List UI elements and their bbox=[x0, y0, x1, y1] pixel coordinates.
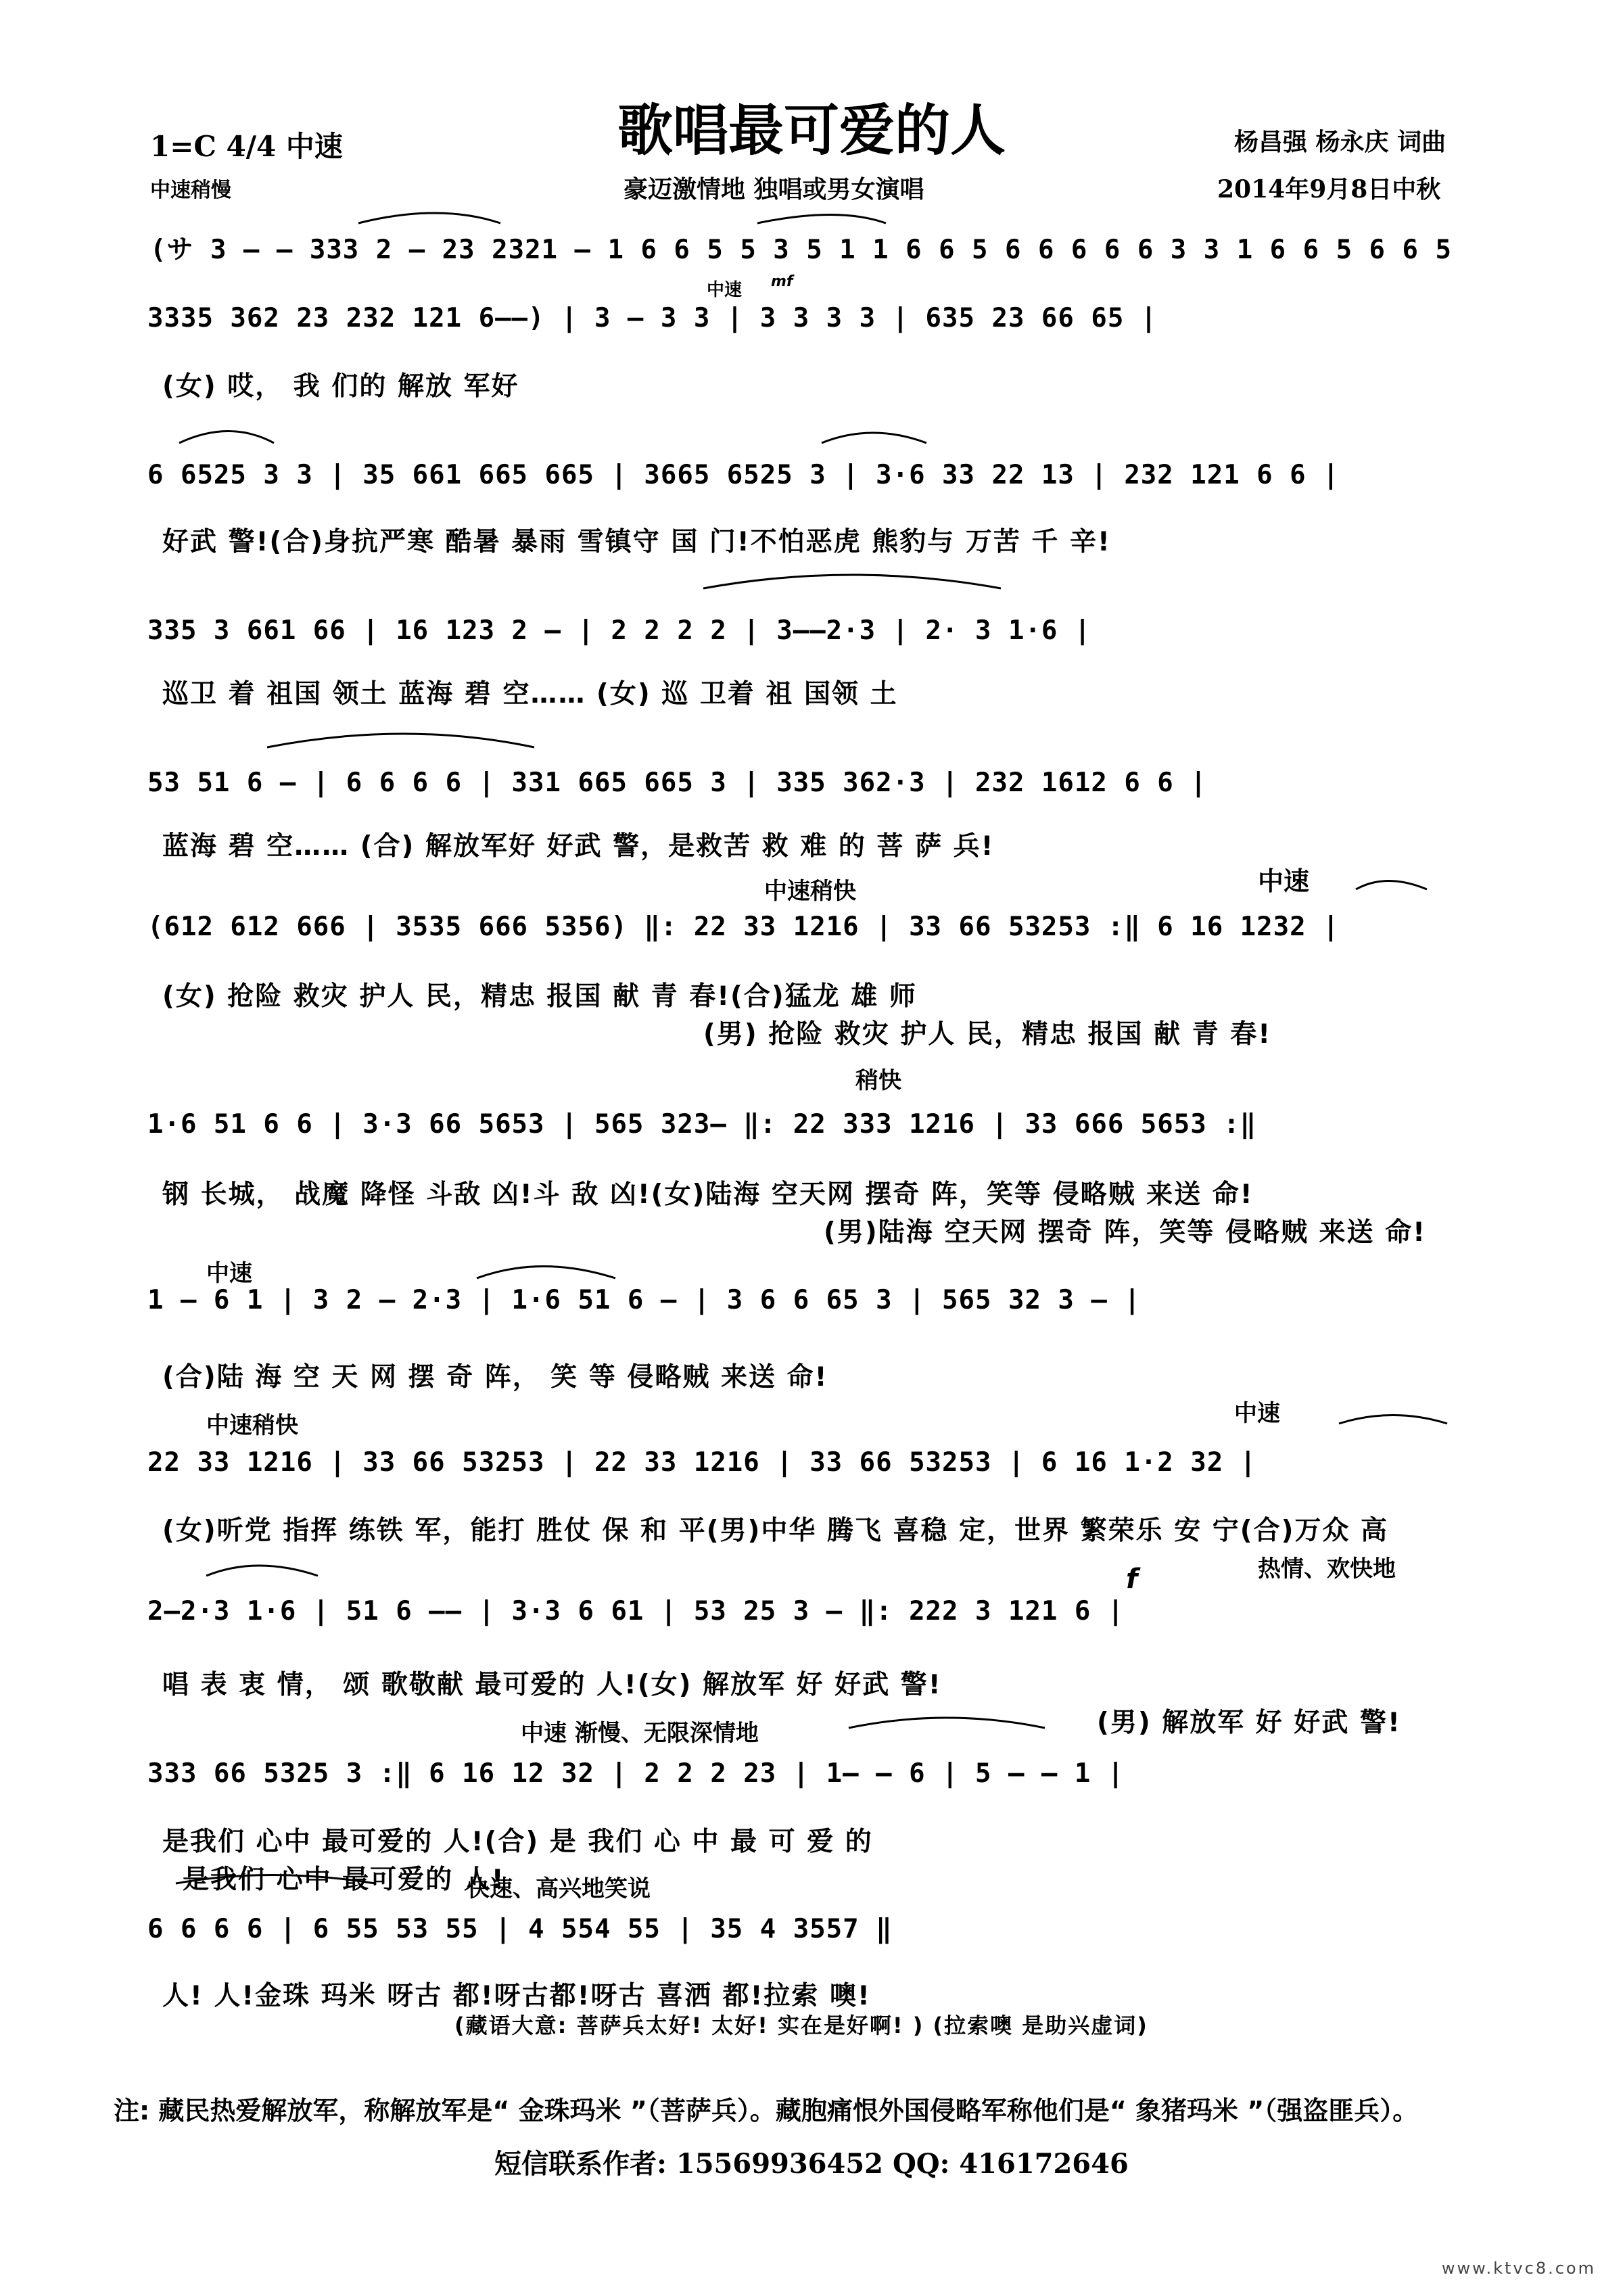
lyrics-row-secondary: (男) 抢险 救灾 护人 民，精忠 报国 献 青 春! bbox=[703, 1019, 1272, 1050]
dynamic-f: f bbox=[1126, 1564, 1138, 1595]
lyrics-row: 人! 人!金珠 玛米 呀古 都!呀古都!呀古 喜洒 都!拉索 噢! bbox=[162, 1981, 871, 2011]
lyrics-row: (女) 哎， 我 们的 解放 军好 bbox=[162, 371, 519, 402]
lyrics-row-secondary: (男) 解放军 好 好武 警! bbox=[1097, 1708, 1401, 1738]
notation-row: (612 612 666 | 3535 666 5356) ‖: 22 33 1216 | 33 66 53253 :‖ 6 16 1232 | bbox=[147, 912, 1340, 942]
notation-row: 53 51 6 — | 6 6 6 6 | 331 665 665 3 | 335 362·3 | 232 1612 6 6 | bbox=[147, 768, 1207, 798]
lyrics-row-secondary: (男)陆海 空天网 摆奇 阵，笑等 侵略贼 来送 命! bbox=[824, 1217, 1426, 1248]
notation-row: 1 — 6 1 | 3 2 — 2·3 | 1·6 51 6 — | 3 6 6 65 3 | 565 32 3 — | bbox=[147, 1285, 1141, 1315]
notation-row: 22 33 1216 | 33 66 53253 | 22 33 1216 | 33 66 53253 | 6 16 1·2 32 | bbox=[147, 1447, 1257, 1478]
style-note: 豪迈激情地 独唱或男女演唱 bbox=[624, 175, 924, 204]
lyrics-row: 钢 长城， 战魔 降怪 斗敌 凶!斗 敌 凶!(女)陆海 空天网 摆奇 阵，笑等 侵略贼 来送 命! bbox=[162, 1179, 1254, 1210]
authors: 杨昌强 杨永庆 词曲 bbox=[1234, 128, 1446, 156]
notation-row: 6 6525 3 3 | 35 661 665 665 | 3665 6525 3 | 3·6 33 22 13 | 232 121 6 6 | bbox=[147, 460, 1340, 490]
notation-row: 2—2·3 1·6 | 51 6 —— | 3·3 6 61 | 53 25 3 — ‖: 222 3 121 6 | bbox=[147, 1596, 1125, 1626]
notation-row: 3335 362 23 232 121 6——) | 3 — 3 3 | 3 3 3 3 | 635 23 66 65 | bbox=[147, 303, 1158, 333]
tempo-mark-3: 中速 bbox=[1258, 866, 1310, 896]
tempo-mark-7: 中速 bbox=[1234, 1400, 1280, 1427]
lyrics-row: (合)陆 海 空 天 网 摆 奇 阵， 笑 等 侵略贼 来送 命! bbox=[162, 1362, 828, 1392]
key-signature: 1=C 4/4 中速 bbox=[150, 130, 343, 163]
date: 2014年9月8日中秋 bbox=[1217, 175, 1441, 204]
lyrics-row: (女) 抢险 救灾 护人 民，精忠 报国 献 青 春!(合)猛龙 雄 师 bbox=[162, 981, 917, 1012]
tempo-mark-8: 热情、欢快地 bbox=[1258, 1555, 1396, 1583]
tempo-mark-10: 快速、高兴地笑说 bbox=[467, 1875, 651, 1902]
watermark: www.ktvc8.com bbox=[1441, 2259, 1596, 2278]
tempo-mark-9: 中速 渐慢、无限深情地 bbox=[521, 1720, 759, 1747]
tempo-mark-6: 中速稍快 bbox=[206, 1412, 298, 1439]
dynamic-mf: mf bbox=[771, 273, 793, 290]
tempo-mark-4: 稍快 bbox=[855, 1067, 901, 1094]
tempo-note: 中速稍慢 bbox=[150, 179, 231, 202]
notation-row: 333 66 5325 3 :‖ 6 16 12 32 | 2 2 2 23 | 1— — 6 | 5 — — 1 | bbox=[147, 1758, 1125, 1789]
lyrics-row: 唱 表 衷 情， 颂 歌敬献 最可爱的 人!(女) 解放军 好 好武 警! bbox=[162, 1670, 942, 1700]
lyrics-row: 蓝海 碧 空…… (合) 解放军好 好武 警，是救苦 救 难 的 菩 萨 兵! bbox=[162, 831, 995, 862]
tempo-mark-5: 中速 bbox=[206, 1260, 252, 1287]
lyrics-row: 巡卫 着 祖国 领土 蓝海 碧 空…… (女) 巡 卫着 祖 国领 土 bbox=[162, 679, 898, 709]
lyrics-row-secondary: 是我们 心中 最可爱的 人! bbox=[183, 1865, 505, 1895]
notation-row: 6 6 6 6 | 6 55 53 55 | 4 554 55 | 35 4 3557 ‖ bbox=[147, 1914, 893, 1944]
contact-info: 短信联系作者: 15569936452 QQ: 416172646 bbox=[494, 2148, 1129, 2180]
tempo-mark-2: 中速稍快 bbox=[764, 878, 856, 905]
notation-row: (サ 3 — — 333 2 — 23 2321 — 1 6 6 5 5 3 5 1 1 6 6 5 6 6 6 6 6 3 3 1 6 6 5 6 6 5 bbox=[150, 235, 1452, 265]
translation-note: (藏语大意: 菩萨兵太好! 太好! 实在是好啊! ) (拉索噢 是助兴虚词) bbox=[454, 2013, 1148, 2038]
lyrics-row: 是我们 心中 最可爱的 人!(合) 是 我们 心 中 最 可 爱 的 bbox=[162, 1827, 873, 1857]
notation-row: 1·6 51 6 6 | 3·3 66 5653 | 565 323— ‖: 22 333 1216 | 33 666 5653 :‖ bbox=[147, 1109, 1257, 1140]
lyrics-row: 好武 警!(合)身抗严寒 酷暑 暴雨 雪镇守 国 门!不怕恶虎 熊豹与 万苦 千 辛! bbox=[162, 527, 1111, 557]
tempo-mark-1: 中速 bbox=[707, 280, 743, 300]
lyrics-row: (女)听党 指挥 练铁 军，能打 胜仗 保 和 平(男)中华 腾飞 喜稳 定，世界 繁荣乐 安 宁(合)万众 高 bbox=[162, 1516, 1389, 1546]
footnote: 注: 藏民热爱解放军，称解放军是“ 金珠玛米 ”（菩萨兵）。藏胞痛恨外国侵略军称他们是“ 象猪玛米 ”（强盗匪兵）。 bbox=[114, 2096, 1419, 2126]
notation-row: 335 3 661 66 | 16 123 2 — | 2 2 2 2 | 3——2·3 | 2· 3 1·6 | bbox=[147, 615, 1091, 646]
song-title: 歌唱最可爱的人 bbox=[617, 98, 1006, 163]
